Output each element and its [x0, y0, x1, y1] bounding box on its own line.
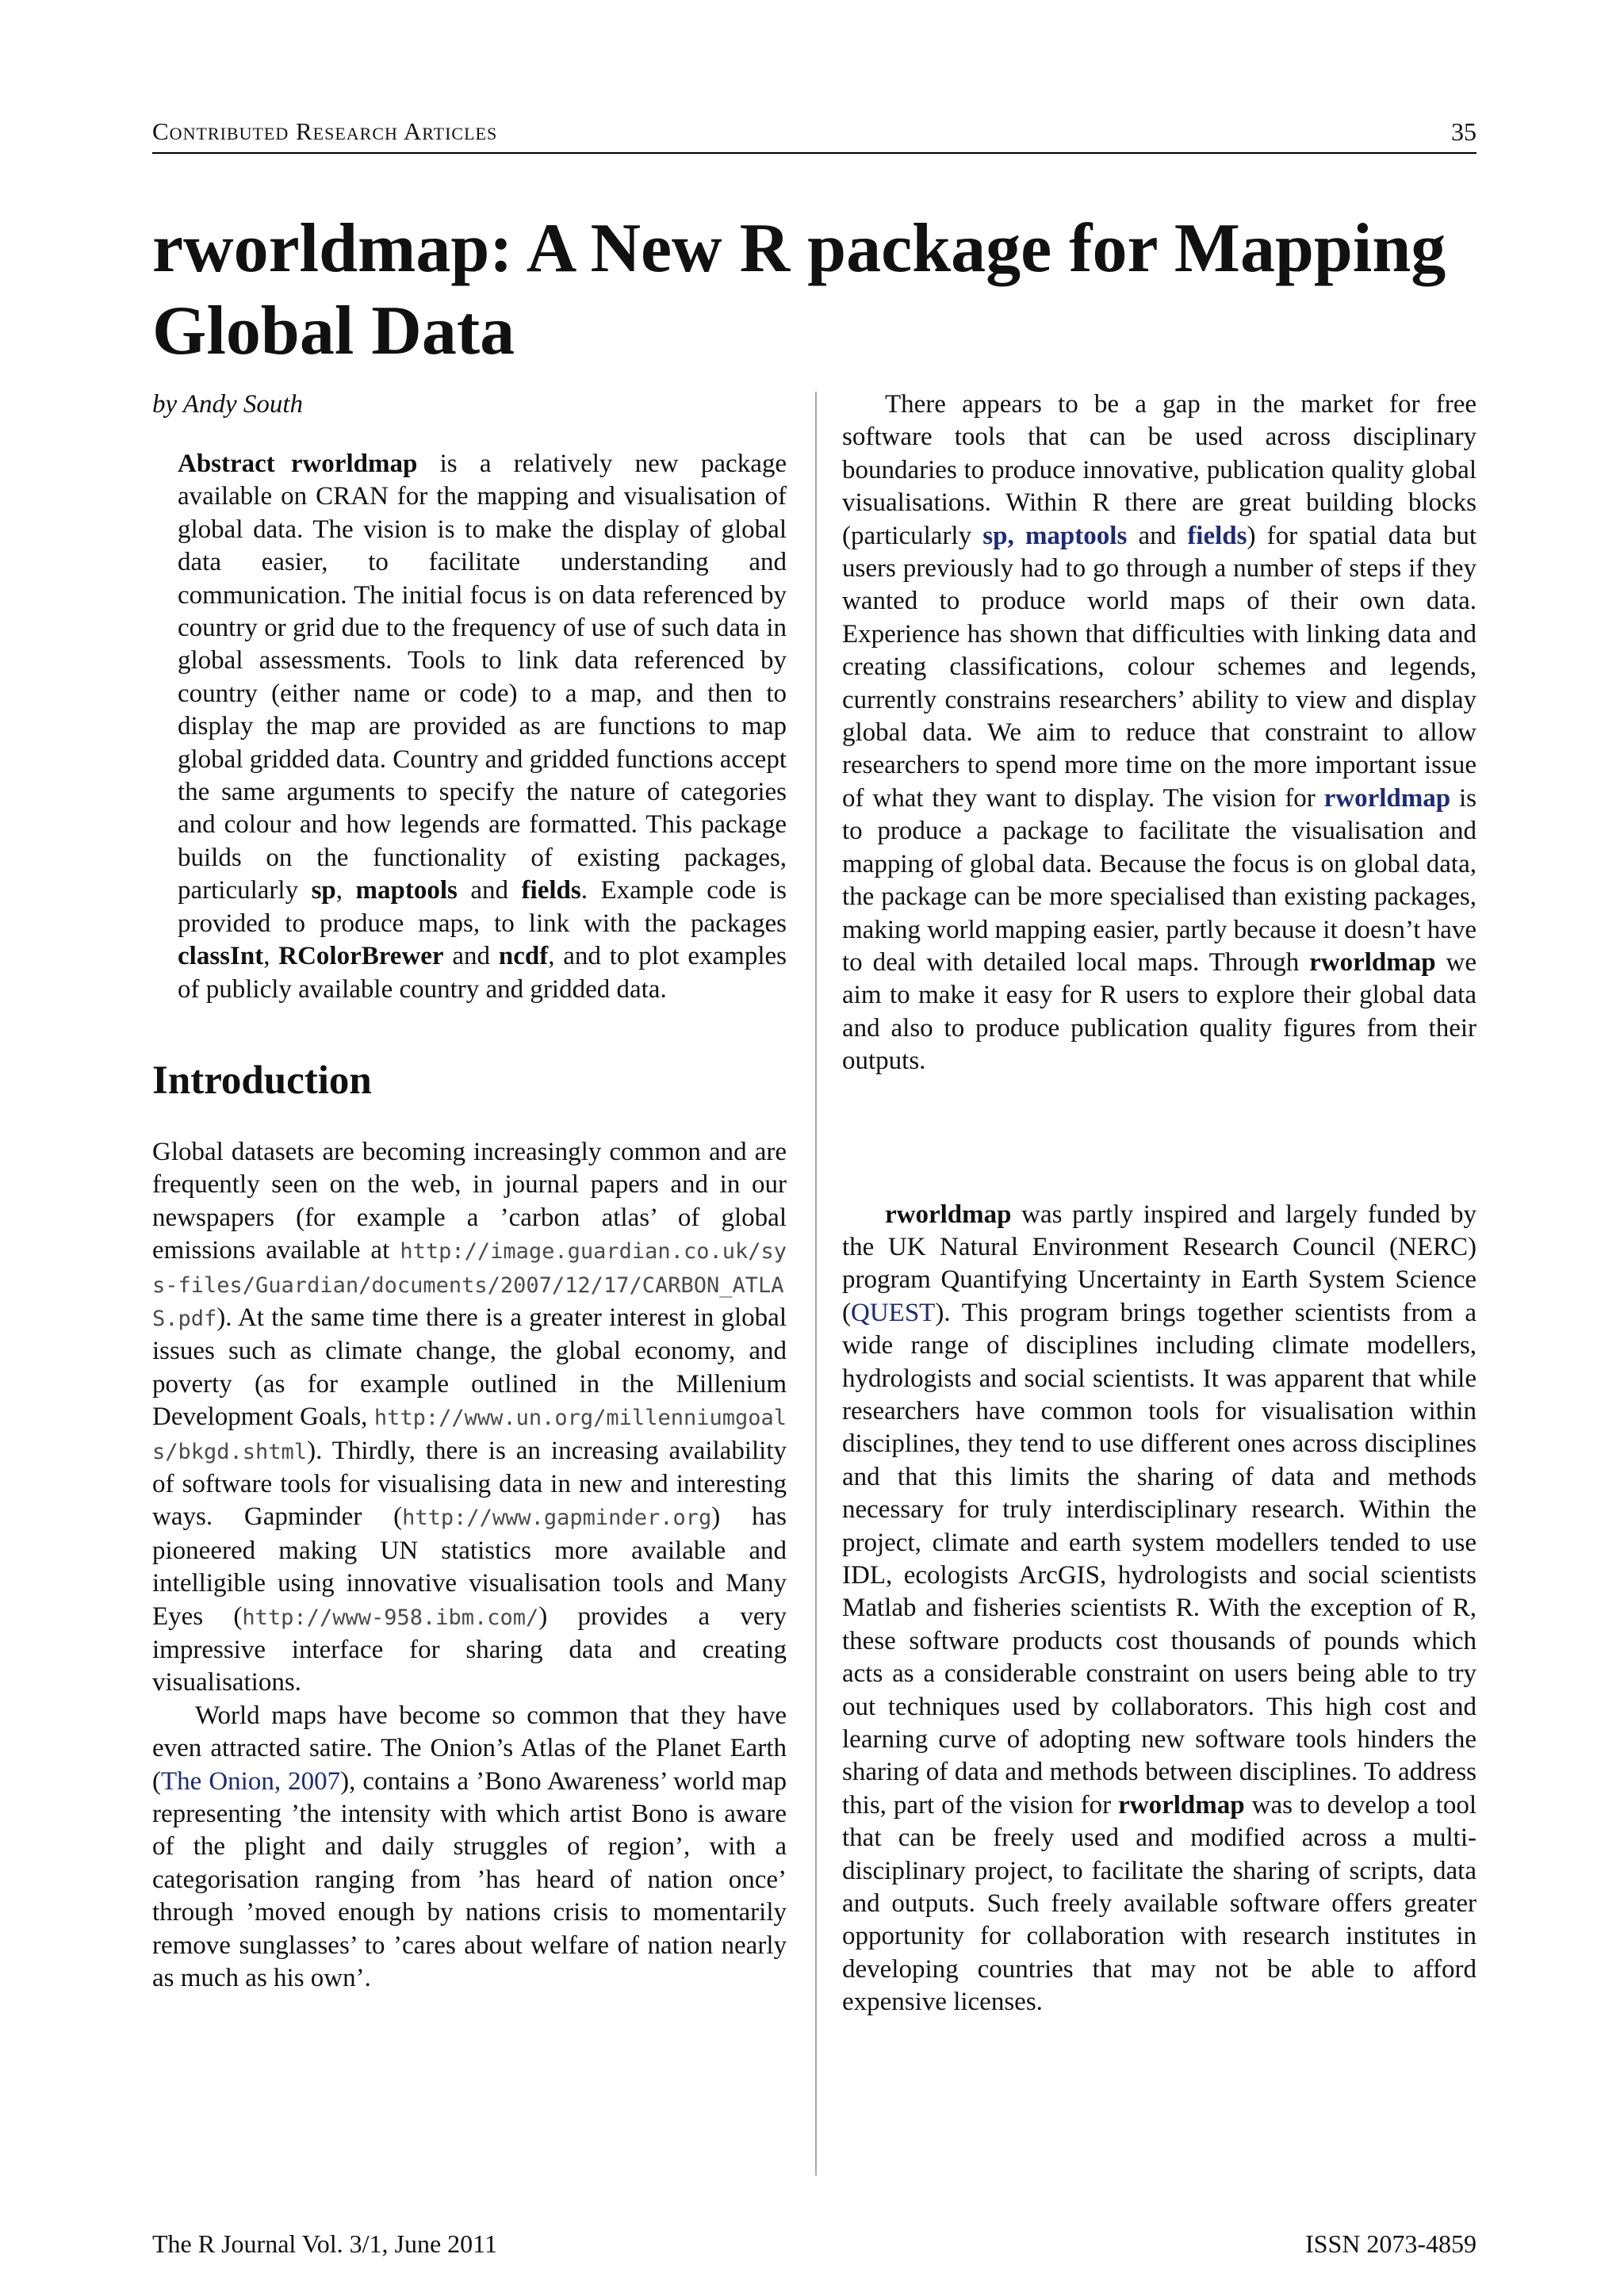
section-heading-introduction: Introduction — [152, 1058, 372, 1103]
body-text: World maps have become so common that they have even attracted satire. The Onion’s Atlas of the Planet Earth ( — [152, 1701, 787, 1796]
package-link[interactable]: fields — [1187, 521, 1247, 550]
package-name: classInt — [178, 942, 264, 971]
body-text: was to develop a tool that can be freely used and modified across a multi-disciplinary project, to facilitate the sharing of scripts, data and outputs. Such freely available software offers greater opportunity for collaboration with research institutes in developing countries that may not be able to afford expensive licenses. — [842, 1790, 1477, 2017]
package-name: rworldmap — [290, 450, 418, 478]
author-byline: by Andy South — [152, 390, 304, 419]
body-text: was partly inspired and largely funded by the UK Natural Environment Research Council (NERC) program Quantifying Uncertainty in Earth System Science ( — [842, 1200, 1477, 1327]
url-link[interactable]: http://www-958.ibm.com/ — [242, 1605, 539, 1630]
intro-paragraph-2 — [152, 1700, 787, 1996]
abstract-label: Abstract — [178, 450, 275, 478]
abstract-text: and — [457, 876, 522, 905]
url-link[interactable]: http://www.un.org/millenniumgoals/bkgd.shtml — [152, 1406, 787, 1464]
body-text: ) for spatial data but users previously had to go through a number of steps if they wanted to produce world maps of their own data. Experience has shown that difficulties with linking data and creating classifications, colour schemes and legends, currently constrains researchers’ ability to view and display global data. We aim to reduce that constraint to allow researchers to spend more time on the more important issue of what they want to display. The vision for — [842, 521, 1477, 813]
right-paragraph-2 — [842, 1199, 1477, 2019]
package-link-separator: , — [1007, 521, 1025, 550]
body-text: Global datasets are becoming increasingly common and are frequently seen on the web, in journal papers and in our newspapers (for example a ’carbon atlas’ of global emissions available at — [152, 1137, 787, 1265]
body-text: ), contains a ’Bono Awareness’ world map representing ’the intensity with which artist Bono is aware of the plight and daily struggles of region’, with a categorisation ranging from ’has heard of nation once’ through ’moved enough by nations crisis to momentarily remove sunglasses’ to ’cares about welfare of nation nearly as much as his own’. — [152, 1766, 787, 1993]
right-column — [842, 388, 1477, 2019]
running-header — [152, 117, 1477, 154]
package-name: ncdf — [498, 942, 549, 971]
package-name: rworldmap — [885, 1200, 1012, 1229]
right-paragraph-1 — [842, 388, 1477, 1078]
column-divider — [815, 392, 817, 2175]
abstract-text: and — [443, 942, 499, 971]
abstract-text: , and to plot examples of publicly available country and gridded data. — [178, 942, 787, 1004]
page-footer — [152, 2229, 1477, 2261]
url-link[interactable]: http://image.guardian.co.uk/sys-files/Guardian/documents/2007/12/17/CARBON_ATLAS.pdf — [152, 1239, 787, 1331]
package-name: maptools — [355, 876, 458, 905]
abstract-text: , — [335, 876, 356, 905]
quest-link[interactable]: QUEST — [851, 1298, 936, 1327]
left-column — [152, 388, 787, 1995]
abstract-text: . Example code is provided to produce maps, to link with the packages — [178, 876, 787, 938]
intro-paragraph-1 — [152, 1136, 787, 1700]
body-text: we aim to make it easy for R users to explore their global data and also to produce publication quality figures from their outputs. — [842, 947, 1477, 1076]
abstract-text: , — [263, 942, 279, 971]
article-title: rworldmap: A New R package for Mapping Global Data — [152, 210, 1446, 369]
package-link[interactable]: rworldmap — [1323, 783, 1451, 813]
package-name: fields — [521, 876, 581, 905]
package-name: rworldmap — [1309, 947, 1436, 977]
body-text: There appears to be a gap in the market for free software tools that can be used across disciplinary boundaries to produce innovative, publication quality global visualisations. Within R there are great building blocks (particularly — [842, 390, 1477, 550]
journal-citation: The R Journal Vol. 3/1, June 2011 — [152, 2229, 497, 2258]
package-name: sp — [311, 876, 336, 905]
body-text: is to produce a package to facilitate the visualisation and mapping of global data. Because the focus is on global data, the package can be more specialised than existing packages, making world mapping easier, partly because it doesn’t have to deal with detailed local maps. Through — [842, 783, 1477, 977]
issn-number: ISSN 2073-4859 — [1304, 2229, 1477, 2258]
package-name: rworldmap — [1118, 1790, 1245, 1820]
package-link[interactable]: maptools — [1025, 521, 1128, 550]
body-text: ) has pioneered making UN statistics more available and intelligible using innovative visualisation tools and Many Eyes ( — [152, 1502, 787, 1631]
abstract-text: is a relatively new package available on CRAN for the mapping and visualisation of global data. The vision is to make the display of global data easier, to facilitate understanding and communication. The initial focus is on data referenced by country or grid due to the frequency of use of such data in global assessments. Tools to link data referenced by country (either name or code) to a map, and then to display the map are provided as are functions to map global gridded data. Country and gridded functions accept the same arguments to specify the nature of categories and colour and how legends are formatted. This package builds on the functionality of existing packages, particularly — [178, 450, 787, 905]
body-text: and — [1127, 521, 1188, 550]
section-name: Contributed Research Articles — [152, 117, 498, 145]
package-link[interactable]: sp — [982, 521, 1008, 550]
body-text: ). Thirdly, there is an increasing availability of software tools for visualising data in new and interesting ways. Gapminder ( — [152, 1436, 787, 1532]
body-text: ) provides a very impressive interface for sharing data and creating visualisations. — [152, 1601, 787, 1697]
abstract — [178, 448, 787, 1006]
body-text: ). This program brings together scientists from a wide range of disciplines including climate modellers, hydrologists and social scientists. It was apparent that while researchers have common tools for visualisation within disciplines, they tend to use different ones across disciplines and that this limits the sharing of data and methods necessary for truly interdisciplinary research. Within the project, climate and earth system modellers tended to use IDL, ecologists ArcGIS, hydrologists and social scientists Matlab and fisheries scientists R. With the exception of R, these software products cost thousands of pounds which acts as a considerable constraint on users being able to try out techniques used by collaborators. This high cost and learning curve of adopting new software tools hinders the sharing of data and methods between disciplines. To address this, part of the vision for — [842, 1298, 1477, 1820]
citation-link[interactable]: The Onion, 2007 — [161, 1766, 341, 1796]
url-link[interactable]: http://www.gapminder.org — [402, 1506, 712, 1531]
body-text: ). At the same time there is a greater interest in global issues such as climate change, the global economy, and poverty (as for example outlined in the Millenium Development Goals, — [152, 1303, 787, 1432]
package-name: RColorBrewer — [278, 942, 444, 971]
page-number: 35 — [1451, 117, 1477, 146]
